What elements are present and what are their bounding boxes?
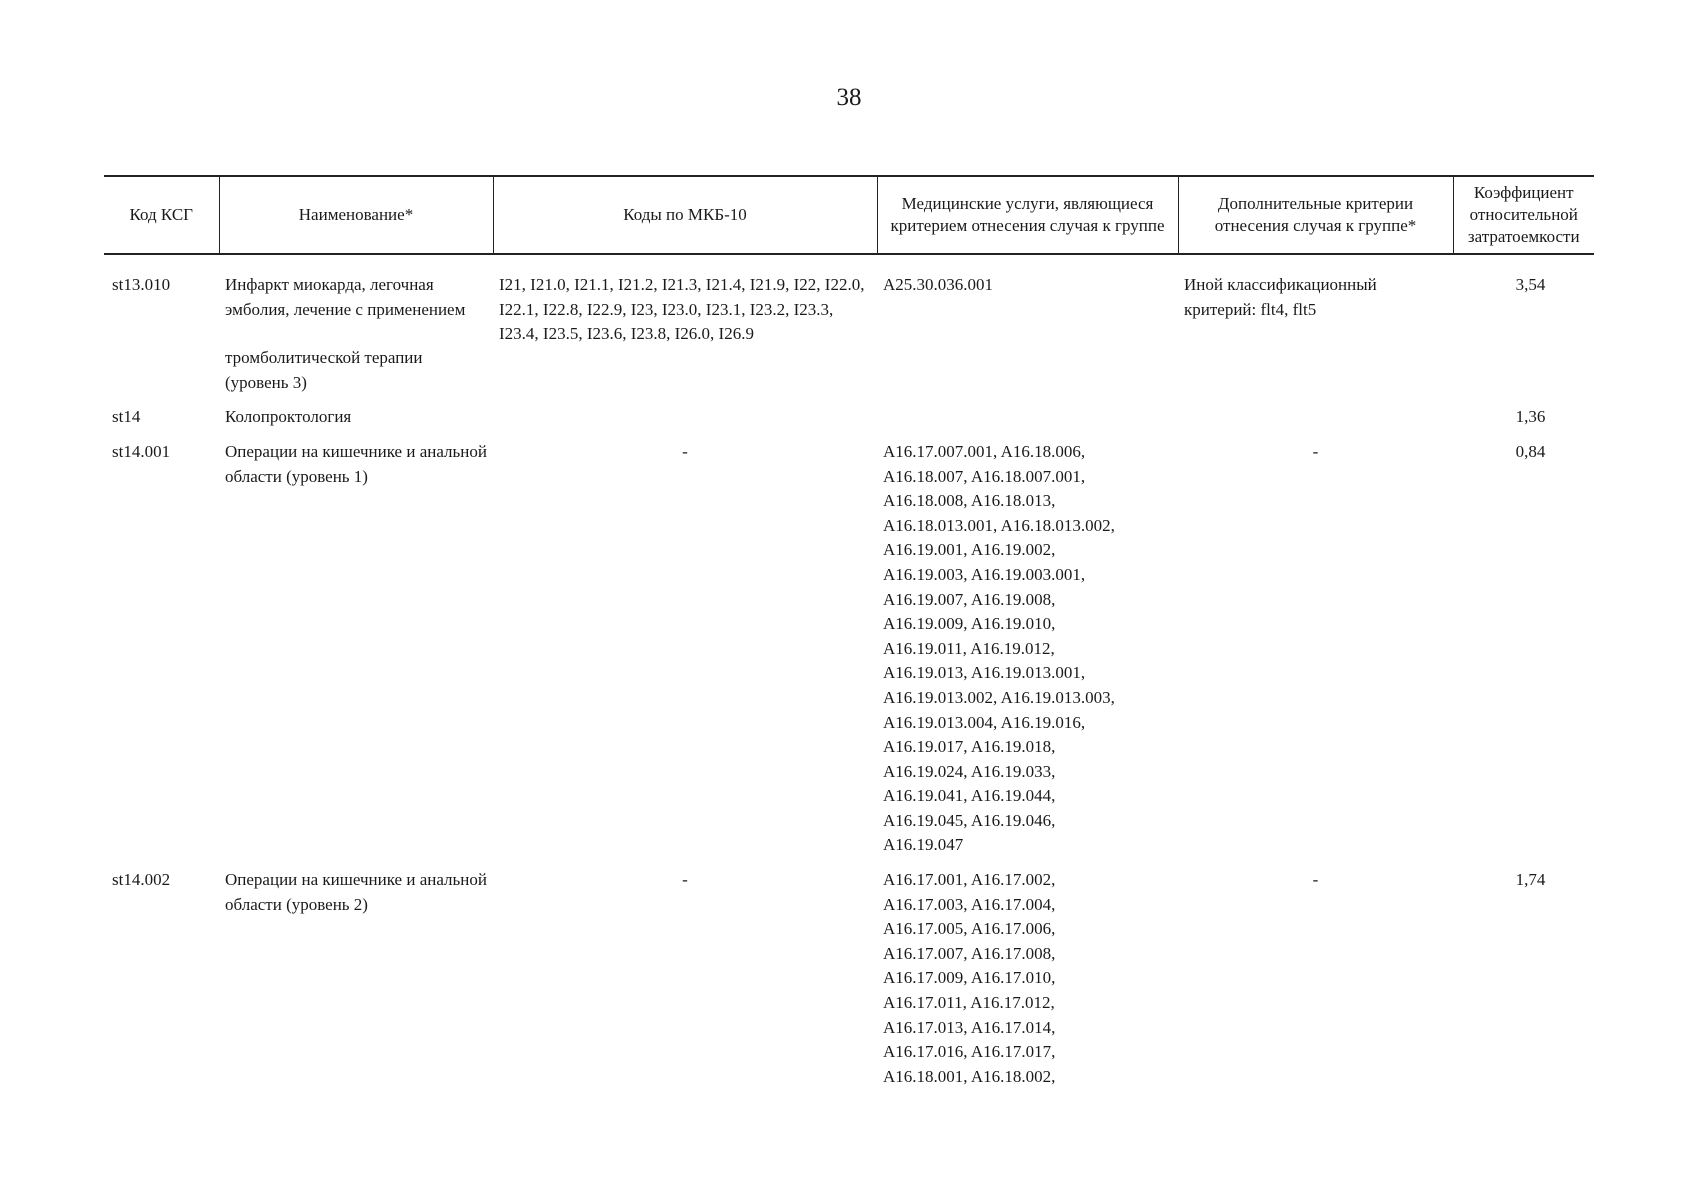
header-coefficient: Коэффициент относительной затратоемкости [1453, 176, 1594, 254]
table-row [104, 395, 1594, 430]
service-code-line: A16.19.013.002, A16.19.013.003, [883, 687, 1115, 707]
services-list [883, 440, 1172, 858]
header-icd-codes: Коды по МКБ-10 [493, 176, 877, 254]
service-code-line: A16.17.013, A16.17.014, [883, 1017, 1056, 1037]
table-row [104, 858, 1594, 1089]
service-code-line: A16.19.007, A16.19.008, [883, 589, 1056, 609]
row-coefficient: 3,54 [1515, 275, 1546, 294]
row-name-part1: Инфаркт миокарда, легочная эмболия, лечение с применением [225, 275, 466, 319]
service-code-line: A16.17.007, A16.17.008, [883, 943, 1056, 963]
page-number: 38 [836, 84, 862, 111]
service-code-line: A16.19.045, A16.19.046, [883, 810, 1056, 830]
table-row [104, 430, 1594, 858]
row-icd-codes: - [682, 441, 688, 461]
services-list [883, 868, 1172, 1089]
row-extra-criteria: Иной классификационный критерий: flt4, flt5 [1184, 275, 1377, 319]
service-code-line: A16.18.008, A16.18.013, [883, 491, 1056, 511]
service-code-line: A16.19.003, A16.19.003.001, [883, 564, 1086, 584]
service-code-line: A16.17.005, A16.17.006, [883, 919, 1056, 939]
row-extra-criteria: - [1312, 870, 1319, 890]
service-code-line: A16.19.011, A16.19.012, [883, 638, 1055, 658]
row-code: st14.001 [112, 441, 171, 461]
row-services [877, 430, 1178, 858]
table-header-row [104, 176, 1594, 254]
service-code-line: A16.18.007, A16.18.007.001, [883, 466, 1086, 486]
service-code-line: A16.17.016, A16.17.017, [883, 1042, 1056, 1062]
row-extra-criteria [1178, 395, 1453, 430]
service-code-line: A16.17.003, A16.17.004, [883, 894, 1056, 914]
ksg-table [104, 175, 1594, 1089]
header-ksg-code: Код КСГ [104, 176, 219, 254]
service-code-line: A16.19.017, A16.19.018, [883, 737, 1056, 757]
service-code-line: A16.19.009, A16.19.010, [883, 614, 1056, 634]
row-coefficient: 1,74 [1515, 870, 1546, 890]
service-code-line: A16.19.024, A16.19.033, [883, 761, 1056, 781]
service-code-line: A16.19.041, A16.19.044, [883, 786, 1056, 806]
service-code-line: A16.19.013, A16.19.013.001, [883, 663, 1086, 683]
header-medical-services: Медицинские услуги, являющиеся критерием отнесения случая к группе [877, 176, 1178, 254]
service-code-line: A16.19.047 [883, 835, 964, 855]
row-code: st14 [112, 407, 141, 427]
row-icd-codes: I21, I21.0, I21.1, I21.2, I21.3, I21.4, I21.9, I22, I22.0, I22.1, I22.8, I22.9, I23, I23.0, I23.1, I23.2, I23.3, I23.4, I23.5, I23.6, I23.8, I26.0, I26.9 [499, 275, 865, 344]
header-name: Наименование* [219, 176, 493, 254]
row-code: st14.002 [112, 870, 171, 890]
row-extra-criteria: - [1312, 441, 1319, 461]
row-icd-codes: - [682, 870, 688, 890]
service-code-line: A16.18.013.001, A16.18.013.002, [883, 515, 1115, 535]
row-coefficient: 1,36 [1515, 407, 1546, 427]
service-code-line: A16.17.011, A16.17.012, [883, 993, 1055, 1013]
row-coefficient: 0,84 [1515, 441, 1546, 461]
row-name: Колопроктология [225, 407, 352, 427]
header-extra-criteria: Дополнительные критерии отнесения случая к группе* [1178, 176, 1453, 254]
service-code-line: A16.17.001, A16.17.002, [883, 870, 1056, 890]
service-code-line: A16.17.007.001, A16.18.006, [883, 441, 1086, 461]
row-icd-codes [493, 395, 877, 430]
row-services [877, 395, 1178, 430]
row-services [877, 858, 1178, 1089]
service-code-line: A16.18.001, A16.18.002, [883, 1066, 1056, 1086]
row-name-gap [225, 322, 487, 346]
service-code-line: A16.19.013.004, A16.19.016, [883, 712, 1086, 732]
row-name [219, 254, 493, 395]
ksg-table-container [104, 175, 1594, 1089]
row-name: Операции на кишечнике и анальной области (уровень 1) [225, 441, 487, 486]
row-services: A25.30.036.001 [883, 275, 994, 294]
row-name: Операции на кишечнике и анальной области (уровень 2) [225, 870, 487, 914]
table-row [104, 254, 1594, 395]
row-name-part2: тромболитической терапии (уровень 3) [225, 348, 423, 392]
row-code: st13.010 [112, 275, 171, 294]
service-code-line: A16.17.009, A16.17.010, [883, 968, 1056, 988]
service-code-line: A16.19.001, A16.19.002, [883, 540, 1056, 560]
